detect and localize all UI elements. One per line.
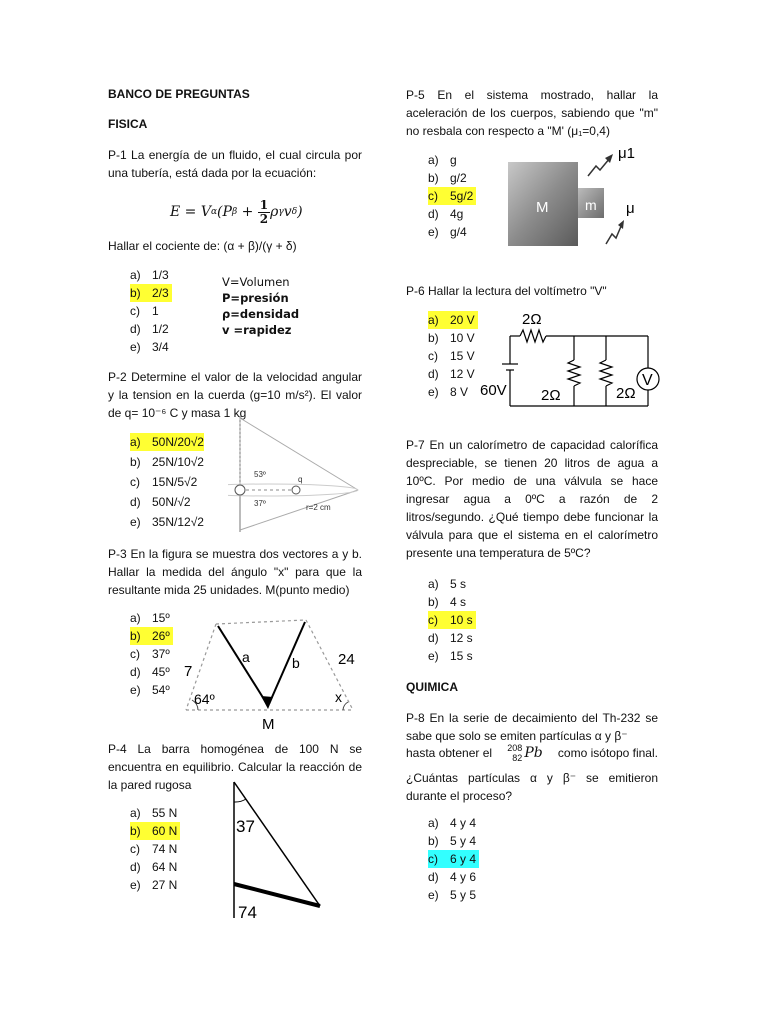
p8-option-e[interactable]: e) 5 y 5 — [428, 888, 477, 902]
p8-option-c[interactable]: c) 6 y 4 — [428, 850, 479, 868]
p7-option-e[interactable]: e) 15 s — [428, 649, 473, 663]
p8-options — [428, 814, 479, 904]
formula-den: 2 — [259, 211, 269, 226]
p6-circuit — [478, 306, 668, 410]
p3-option-e[interactable]: e) 54º — [130, 683, 170, 697]
p5-arrow-mu1 — [588, 158, 610, 176]
p6-option-d[interactable]: d) 12 V — [428, 367, 475, 381]
p4-question: P-4 La barra homogénea de 100 N se encuentra en equilibrio. Calcular la reacción de la pared rugosa — [108, 742, 362, 792]
p5-option-c[interactable]: c) 5g/2 — [428, 187, 476, 205]
p6-label-rmid: 2Ω — [541, 387, 561, 404]
p8-option-d[interactable]: d) 4 y 6 — [428, 870, 477, 884]
p7-option-b[interactable]: b) 4 s — [428, 595, 467, 609]
p4-option-d[interactable]: d) 64 N — [130, 860, 178, 874]
p4-option-c[interactable]: c) 74 N — [130, 842, 178, 856]
p6-question: P-6 Hallar la lectura del voltímetro "V" — [406, 284, 607, 298]
p5-question: P-5 En el sistema mostrado, hallar la aceleración de los cuerpos, sabiendo que "m" no resbala con respecto a "M' (μ₁=0,4) — [406, 88, 658, 138]
p3-label-b: b — [292, 655, 300, 671]
p3-label-64: 64º — [194, 691, 215, 707]
p4-options — [130, 804, 180, 894]
p1-option-c[interactable]: c) 1 — [130, 304, 159, 318]
p8-line3: ¿Cuántas partículas α y β⁻ se emitieron durante el proceso? — [406, 771, 658, 803]
p7-option-d[interactable]: d) 12 s — [428, 631, 473, 645]
p5-arrow-mu — [606, 224, 622, 244]
p6-resistor-right — [600, 360, 612, 386]
p1-ask: Hallar el cociente de: (α + β)/(γ + δ) — [108, 239, 297, 253]
p1-option-d[interactable]: d) 1/2 — [130, 322, 169, 336]
p3-option-b[interactable]: b) 26º — [130, 627, 173, 645]
p1-option-e[interactable]: e) 3/4 — [130, 340, 169, 354]
p3-question: P-3 En la figura se muestra dos vectores a y b. Hallar la medida del ángulo "x" para que la resultante mida 25 unidades. M(punto medio) — [108, 547, 362, 597]
p1-option-a[interactable]: a) 1/3 — [130, 268, 169, 282]
p3-label-M: M — [262, 716, 275, 733]
p3-option-d[interactable]: d) 45º — [130, 665, 170, 679]
p3-top-dash — [216, 620, 306, 624]
p3-arrowhead — [261, 696, 273, 709]
p3-label-x: x — [335, 689, 342, 705]
p6-option-c[interactable]: c) 15 V — [428, 349, 475, 363]
p6-resistor-top — [520, 330, 546, 342]
p2-question: P-2 Determine el valor de la velocidad angular y la tension en la cuerda (g=10 m/s²). El valor de q= 10⁻⁶ C y masa 1 kg — [108, 370, 362, 420]
p3-label-7: 7 — [184, 663, 193, 680]
p3-arc-x — [343, 702, 348, 710]
p2-option-a[interactable]: a) 50N/20√2 — [130, 435, 204, 449]
p8-line1: P-8 En la serie de decaimiento del Th-232 se sabe que solo se emiten partículas α y β⁻ — [406, 711, 658, 743]
p8-option-a[interactable]: a) 4 y 4 — [428, 816, 477, 830]
p1-question: P-1 La energía de un fluido, el cual circula por una tubería, está dada por la ecuación: — [108, 148, 362, 180]
bank-title: BANCO DE PREGUNTAS — [108, 87, 250, 101]
p6-label-rright: 2Ω — [616, 385, 636, 402]
p7-options — [428, 575, 476, 665]
p8-isotope — [507, 743, 542, 763]
p2-options — [130, 433, 204, 531]
p5-option-d[interactable]: d) 4g — [428, 207, 464, 221]
p6-resistor-mid — [568, 360, 580, 386]
formula-p: (P — [217, 204, 232, 220]
p6-label-rtop: 2Ω — [522, 311, 542, 328]
p7-option-c[interactable]: c) 10 s — [428, 611, 476, 629]
p3-figure — [178, 612, 368, 736]
p2-option-e[interactable]: e) 35N/12√2 — [130, 515, 204, 529]
p4-option-e[interactable]: e) 27 N — [130, 878, 178, 892]
p5-option-e[interactable]: e) g/4 — [428, 225, 467, 239]
p4-label-74: 74 — [238, 903, 257, 922]
p6-option-a[interactable]: a) 20 V — [428, 311, 478, 329]
p2-q-label: q — [298, 475, 303, 484]
p8-atomic-number: 82 — [512, 753, 523, 763]
p3-option-c[interactable]: c) 37º — [130, 647, 170, 661]
p6-label-meter: V — [642, 372, 653, 389]
formula-num: 1 — [259, 197, 269, 212]
legend-volumen: V=Volumen — [222, 275, 290, 289]
p2-charge-fixed — [235, 485, 245, 495]
p2-radius-label: r=2 cm — [306, 503, 331, 512]
p5-option-a[interactable]: a) g — [428, 153, 457, 167]
p1-formula — [170, 196, 303, 228]
p2-figure — [228, 412, 368, 534]
p5-option-b[interactable]: b) g/2 — [428, 171, 467, 185]
p7-question: P-7 En un calorímetro de capacidad calorífica despreciable, se tienen 20 litros de agua a 10ºC. Por medio de una válvula se hace ingresar agua a 0ºC a razón de 2 litros/segundo. ¿Qué tiempo debe funcionar la válvula para que el sistema en el calorímetro presente una temperatura de 5ºC? — [406, 438, 658, 560]
p1-option-b[interactable]: b) 2/3 — [130, 284, 172, 302]
formula-delta: δ — [291, 207, 298, 217]
p5-label-mu: μ — [626, 200, 635, 217]
p3-label-a: a — [242, 649, 250, 665]
formula-v: v — [283, 204, 292, 220]
legend-presion: P=presión — [222, 291, 289, 305]
p2-option-c[interactable]: c) 15N/5√2 — [130, 475, 198, 489]
p1-options — [130, 266, 172, 356]
formula-alpha: α — [210, 207, 218, 217]
p4-arc-37 — [234, 799, 246, 802]
p2-option-b[interactable]: b) 25N/10√2 — [130, 455, 204, 469]
formula-fraction — [258, 199, 270, 226]
p8-line2 — [406, 743, 658, 763]
section-fisica: FISICA — [108, 117, 148, 131]
p4-option-a[interactable]: a) 55 N — [130, 806, 178, 820]
p8-element: Pb — [524, 745, 543, 761]
p5-label-m: m — [585, 197, 597, 213]
p8-mass-number: 208 — [507, 743, 523, 753]
p6-options — [428, 311, 478, 401]
p7-option-a[interactable]: a) 5 s — [428, 577, 467, 591]
p8-text-isotopo: como isótopo final. — [557, 746, 658, 760]
p1-legend — [222, 274, 299, 338]
p5-figure — [506, 140, 656, 252]
p3-option-a[interactable]: a) 15º — [130, 611, 170, 625]
section-quimica: QUIMICA — [406, 680, 458, 694]
formula-rho: ρ — [270, 204, 279, 220]
formula-plus: + — [237, 204, 258, 220]
p2-angle-53: 53º — [254, 470, 266, 479]
p4-figure — [228, 780, 328, 922]
p3-options — [130, 609, 173, 699]
p4-label-37: 37 — [236, 817, 255, 836]
p5-label-mu1: μ1 — [618, 145, 635, 162]
legend-rapidez: v =rapidez — [222, 323, 292, 337]
p8-text-hasta: hasta obtener el — [406, 746, 493, 760]
p5-label-M: M — [536, 199, 549, 216]
p6-label-source: 60V — [480, 382, 507, 399]
p2-option-d[interactable]: d) 50N/√2 — [130, 495, 191, 509]
p8-option-b[interactable]: b) 5 y 4 — [428, 834, 477, 848]
formula-beta: β — [231, 207, 238, 217]
formula-close: ) — [297, 204, 303, 220]
p3-label-24: 24 — [338, 651, 355, 668]
p3-vector-a — [218, 626, 267, 704]
formula-gamma: γ — [278, 207, 284, 217]
p4-option-b[interactable]: b) 60 N — [130, 822, 180, 840]
formula-lhs: E = V — [170, 204, 211, 220]
p6-option-b[interactable]: b) 10 V — [428, 331, 475, 345]
p6-option-e[interactable]: e) 8 V — [428, 385, 469, 399]
p2-charge-q — [292, 486, 300, 494]
p2-angle-37: 37º — [254, 499, 266, 508]
p5-options — [428, 151, 476, 241]
legend-densidad: ρ=densidad — [222, 307, 300, 321]
